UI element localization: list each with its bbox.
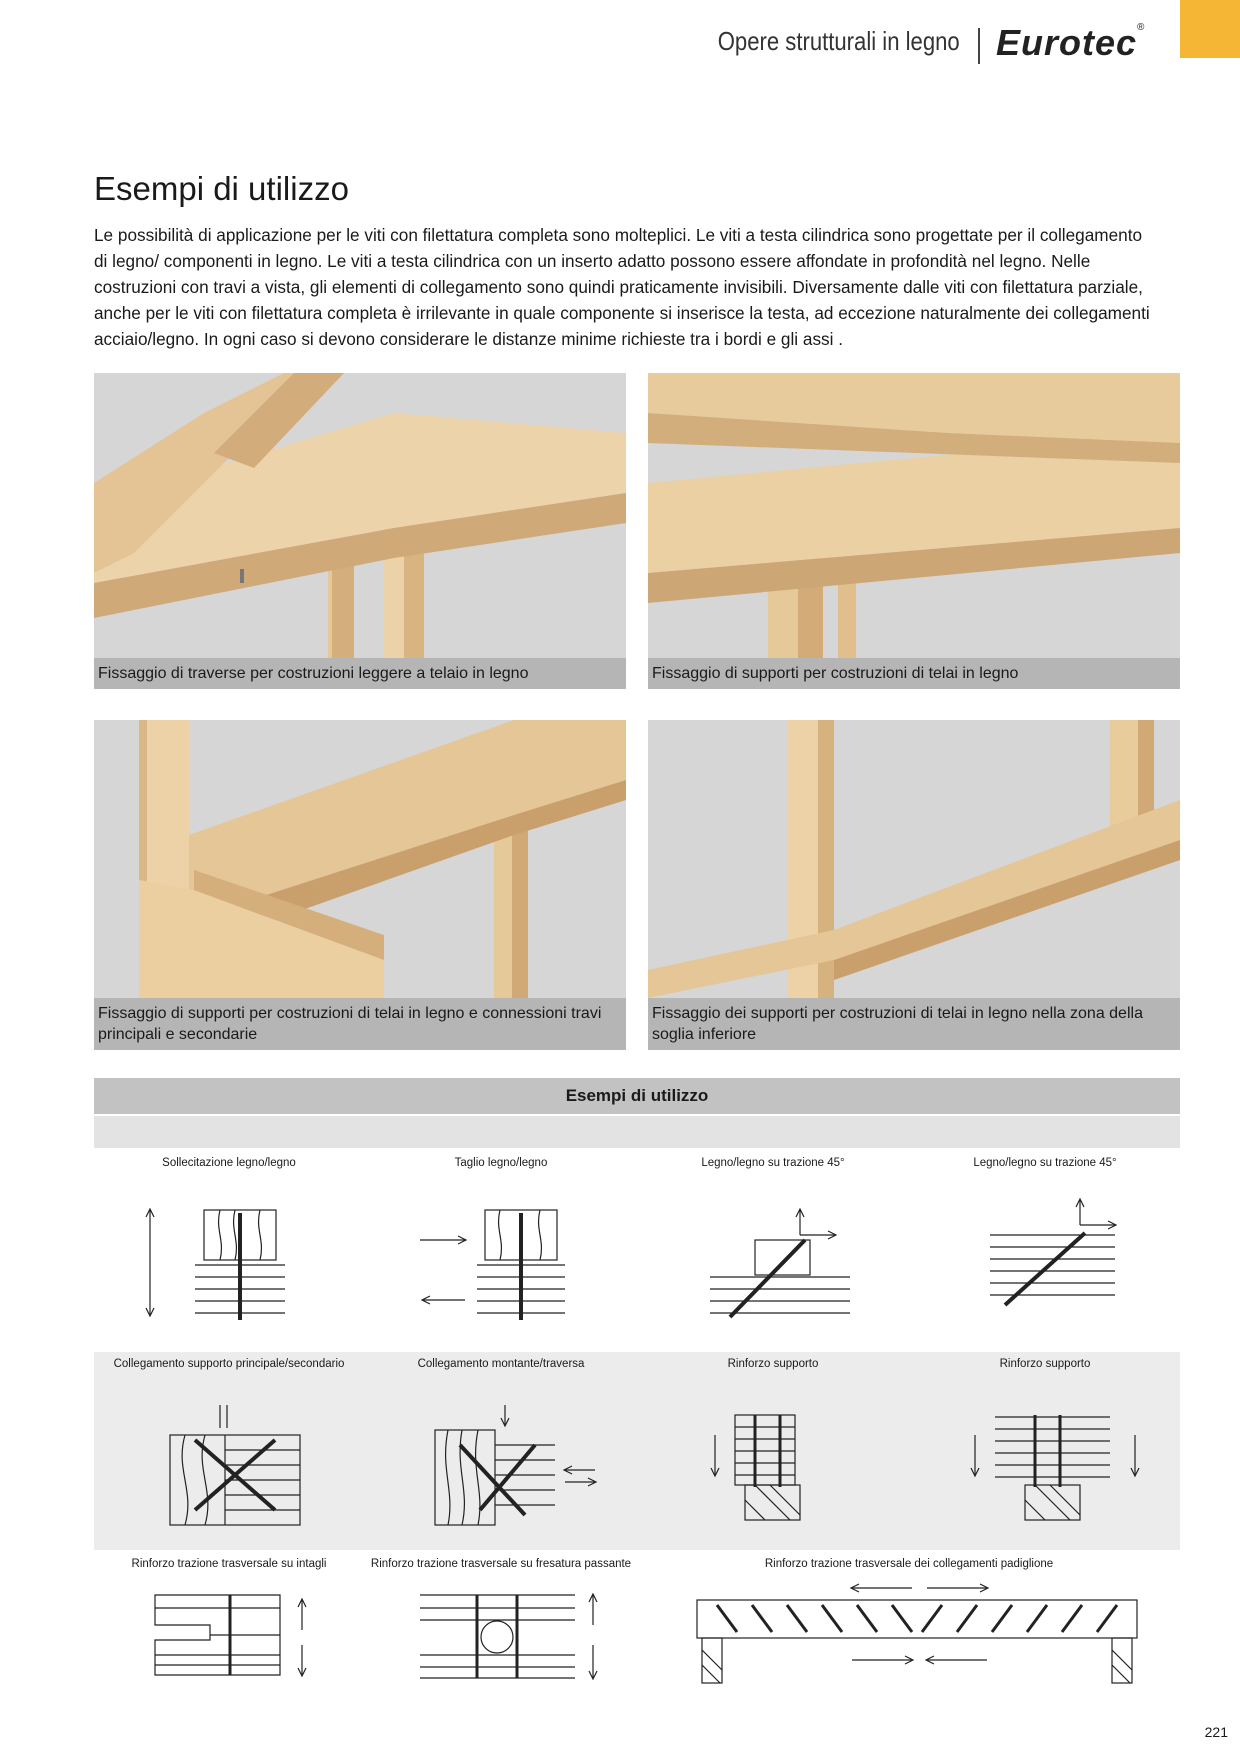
- diagram-pavilion-reinforcement: [692, 1580, 1142, 1685]
- photo-1-caption: Fissaggio di traverse per costruzioni leggere a telaio in legno: [94, 658, 626, 689]
- header-separator: [978, 28, 980, 64]
- diagram-timber-tension-45-b: [985, 1195, 1135, 1325]
- cell-label: Legno/legno su trazione 45°: [701, 1157, 845, 1169]
- header-accent-tab: [1180, 0, 1240, 58]
- photo-1: [94, 373, 626, 658]
- cell-label: Collegamento supporto principale/secondario: [113, 1358, 345, 1370]
- photo-4: [648, 720, 1180, 1005]
- cell-label: Rinforzo supporto: [727, 1358, 819, 1370]
- cell-label: Collegamento montante/traversa: [417, 1358, 585, 1370]
- diagram-timber-shear: [415, 1195, 595, 1325]
- cell-label: Rinforzo trazione trasversale su fresatura passante: [370, 1558, 632, 1570]
- cell-label: Rinforzo supporto: [999, 1358, 1091, 1370]
- diagram-timber-load: [140, 1195, 320, 1325]
- photo-3-caption: Fissaggio di supporti per costruzioni di telai in legno e connessioni travi principali e secondarie: [94, 998, 626, 1050]
- cell-label: Taglio legno/legno: [454, 1157, 548, 1169]
- diagram-support-reinforcement-a: [710, 1405, 820, 1535]
- cell-label: Rinforzo trazione trasversale su intagli: [131, 1558, 327, 1570]
- intro-paragraph: Le possibilità di applicazione per le viti con filettatura completa sono molteplici. Le viti a testa cilindrica sono progettate per il collegamento di legno/ componenti in legno. Le viti a testa cilindrica con un inserto adatto possono essere affondate in profondità nel legno. Nelle costruzioni con travi a vista, gli elementi di collegamento sono quindi praticamente invisibili. Diversamente dalle viti con filettatura parziale, anche per le viti con filettatura completa è irrilevante in quale componente si inserisce la testa, ad eccezione naturalmente dei collegamenti acciaio/legno. In ogni caso si devono considerare le distanze minime richieste tra i bordi e gli assi .: [94, 225, 1150, 349]
- photo-3: [94, 720, 626, 1005]
- photo-2: [648, 373, 1180, 658]
- diagram-notch-reinforcement: [150, 1590, 320, 1680]
- table-subheader: [94, 1116, 1180, 1148]
- diagram-through-milling-reinforcement: [415, 1590, 605, 1680]
- cell-label: Sollecitazione legno/legno: [162, 1157, 296, 1169]
- section-title: Esempi di utilizzo: [94, 170, 349, 207]
- brand-logo: Eurotec®: [996, 22, 1146, 63]
- diagram-timber-tension-45-a: [705, 1195, 855, 1325]
- photo-4-caption: Fissaggio dei supporti per costruzioni di telai in legno nella zona della soglia inferiore: [648, 998, 1180, 1050]
- diagram-post-beam: [430, 1400, 600, 1530]
- photo-2-caption: Fissaggio di supporti per costruzioni di telai in legno: [648, 658, 1180, 689]
- header-title: Opere strutturali in legno: [717, 26, 960, 56]
- diagram-support-reinforcement-b: [970, 1405, 1140, 1535]
- diagram-main-secondary-beam: [165, 1400, 305, 1530]
- table-title: Esempi di utilizzo: [94, 1078, 1180, 1114]
- page-number: 221: [1204, 1724, 1228, 1740]
- cell-label: Rinforzo trazione trasversale dei collegamenti padiglione: [764, 1558, 1054, 1570]
- cell-label: Legno/legno su trazione 45°: [973, 1157, 1117, 1169]
